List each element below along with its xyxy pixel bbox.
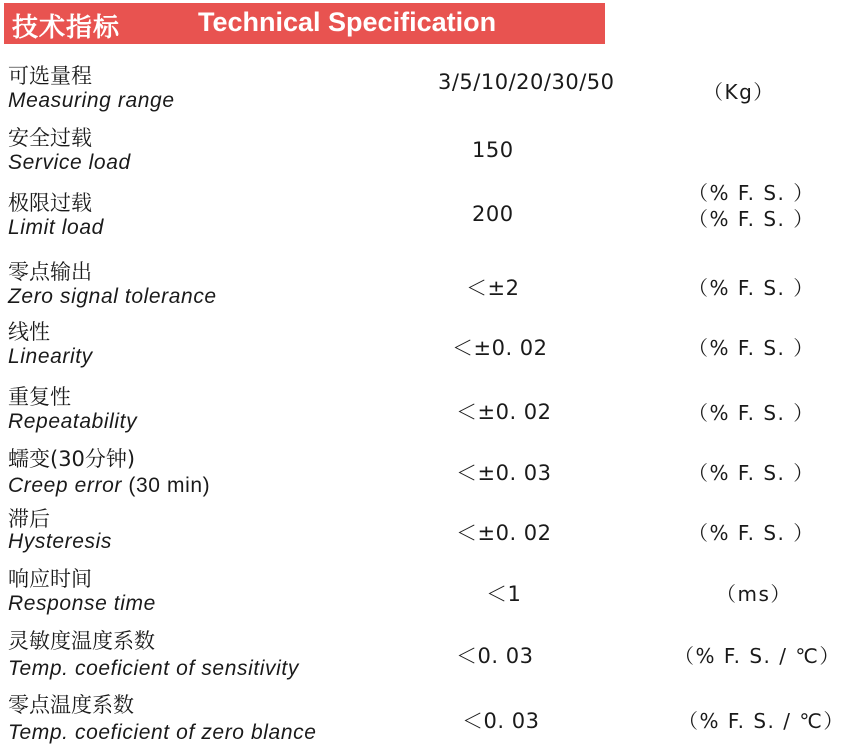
spec-label-en: Limit load — [8, 216, 104, 239]
spec-label-zh: 极限过载 — [8, 191, 92, 215]
spec-label-zh: 安全过载 — [8, 126, 92, 150]
spec-value: 150 — [472, 138, 514, 162]
spec-unit: （% F. S. ） — [688, 207, 815, 231]
spec-value: ＜±0. 02 — [452, 336, 548, 360]
spec-unit: （% F. S. ） — [688, 461, 815, 485]
spec-unit: （% F. S. ） — [688, 276, 815, 300]
spec-value: ＜±0. 03 — [456, 461, 552, 485]
spec-unit: （Kg） — [703, 80, 775, 104]
spec-label-zh: 零点输出 — [8, 260, 92, 284]
spec-label-en: Temp. coeficient of sensitivity — [8, 657, 299, 680]
spec-value: ＜±0. 02 — [456, 521, 552, 545]
spec-label-en: Creep error (30 min) — [8, 474, 211, 497]
spec-label-zh: 可选量程 — [8, 64, 92, 88]
section-title-zh: 技术指标 — [12, 13, 121, 43]
section-title-en: Technical Specification — [198, 7, 497, 37]
spec-label-en: Service load — [8, 151, 131, 174]
spec-label-en: Zero signal tolerance — [8, 285, 217, 308]
spec-label-zh: 滞后 — [8, 507, 50, 531]
spec-unit: （% F. S. ） — [688, 336, 815, 360]
spec-label-en: Hysteresis — [8, 530, 113, 553]
spec-unit: （% F. S. / ℃） — [678, 709, 845, 733]
spec-label-en: Linearity — [8, 345, 93, 368]
spec-unit: （% F. S. / ℃） — [674, 644, 841, 668]
spec-value: 200 — [472, 202, 514, 226]
spec-label-en: Temp. coeficient of zero blance — [8, 721, 317, 744]
spec-label-en: Repeatability — [8, 410, 138, 433]
spec-label-zh: 响应时间 — [8, 567, 92, 591]
spec-value: ＜0. 03 — [462, 709, 540, 733]
spec-value: ＜±2 — [466, 276, 520, 300]
spec-value: ＜1 — [486, 582, 522, 606]
spec-label-zh: 蠕变(30分钟) — [8, 447, 136, 471]
spec-value: ＜0. 03 — [456, 644, 534, 668]
spec-unit: （% F. S. ） — [688, 401, 815, 425]
spec-value: ＜±0. 02 — [456, 400, 552, 424]
spec-label-en: Measuring range — [8, 89, 175, 112]
spec-label-zh: 零点温度系数 — [8, 693, 134, 717]
spec-unit-upper: （% F. S. ） — [688, 181, 815, 205]
spec-label-en: Response time — [8, 592, 156, 615]
spec-unit: （ms） — [716, 582, 792, 606]
spec-label-zh: 灵敏度温度系数 — [8, 629, 155, 653]
spec-label-zh: 线性 — [8, 320, 50, 344]
spec-value: 3/5/10/20/30/50 — [438, 70, 615, 94]
section-header — [4, 3, 605, 44]
spec-unit: （% F. S. ） — [688, 521, 815, 545]
spec-label-zh: 重复性 — [8, 385, 71, 409]
